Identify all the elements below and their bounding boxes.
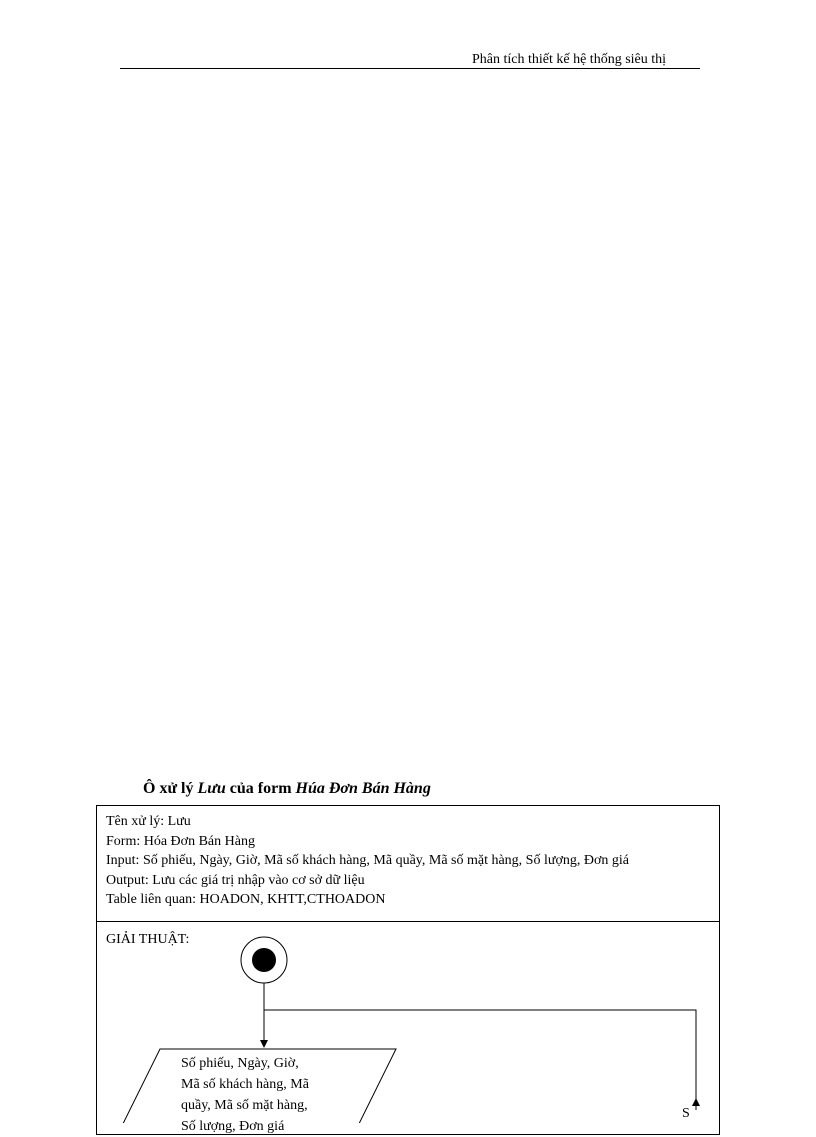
loop-arrow-head xyxy=(692,1098,700,1106)
input-line: Số lượng, Đơn giá xyxy=(181,1119,285,1134)
section-form-name: Húa Đơn Bán Hàng xyxy=(295,780,431,797)
header-title: Phân tích thiết kế hệ thống siêu thị xyxy=(472,52,667,67)
branch-label: S xyxy=(682,1106,690,1121)
section-action: Lưu xyxy=(197,780,226,797)
section-middle: của form xyxy=(229,780,292,797)
input-line: Mã số khách hàng, Mã xyxy=(181,1077,309,1092)
input-line: quầy, Mã số mặt hàng, xyxy=(181,1098,308,1113)
info-input: Input: Số phiếu, Ngày, Giờ, Mã số khách hàng, Mã quầy, Mã số mặt hàng, Số lượng, Đơn giá xyxy=(106,853,629,868)
info-output: Output: Lưu các giá trị nhập vào cơ sở dữ liệu xyxy=(106,873,365,888)
start-node xyxy=(241,937,287,983)
input-data-block xyxy=(181,1053,341,1137)
info-process-name: Tên xử lý: Lưu xyxy=(106,814,191,829)
flow-arrow-head xyxy=(260,1040,268,1048)
info-tables: Table liên quan: HOADON, KHTT,CTHOADON xyxy=(106,892,386,907)
algorithm-label: GIẢI THUẬT: xyxy=(106,932,190,947)
section-prefix: Ô xử lý xyxy=(143,780,194,797)
input-line: Số phiếu, Ngày, Giờ, xyxy=(181,1056,299,1071)
info-form: Form: Hóa Đơn Bán Hàng xyxy=(106,834,255,849)
